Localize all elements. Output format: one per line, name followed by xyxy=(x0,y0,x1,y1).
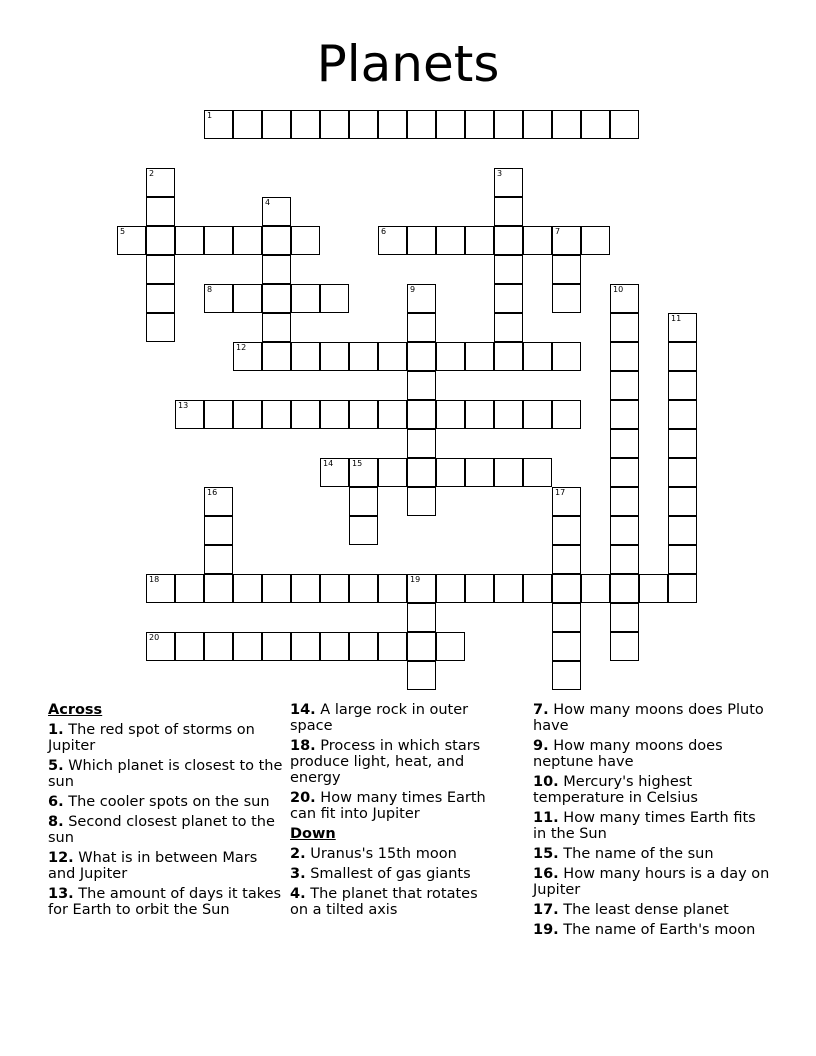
grid-cell[interactable] xyxy=(146,632,175,661)
clue-number: 1 xyxy=(207,111,213,120)
grid-cell[interactable] xyxy=(552,487,581,516)
grid-cell[interactable] xyxy=(349,458,378,487)
grid-cell[interactable] xyxy=(146,255,175,284)
clue-number: 6 xyxy=(381,227,387,236)
clue-down-3: 3. Smallest of gas giants xyxy=(290,866,471,882)
grid-cell[interactable] xyxy=(349,342,378,371)
clue-number: 14 xyxy=(323,459,334,468)
grid-cell[interactable] xyxy=(668,516,697,545)
grid-cell[interactable] xyxy=(262,226,291,255)
grid-cell[interactable] xyxy=(465,226,494,255)
clues-column-1 xyxy=(48,702,284,922)
clue-number: 2 xyxy=(149,169,155,178)
grid-cell[interactable] xyxy=(262,342,291,371)
grid-cell[interactable] xyxy=(610,603,639,632)
grid-cell[interactable] xyxy=(610,313,639,342)
grid-cell[interactable] xyxy=(175,632,204,661)
grid-cell[interactable] xyxy=(407,574,436,603)
grid-cell[interactable] xyxy=(146,284,175,313)
grid-cell[interactable] xyxy=(349,110,378,139)
grid-cell[interactable] xyxy=(378,574,407,603)
grid-cell[interactable] xyxy=(320,458,349,487)
grid-cell[interactable] xyxy=(233,400,262,429)
grid-cell[interactable] xyxy=(146,168,175,197)
clue-number: 7 xyxy=(555,227,561,236)
grid-cell[interactable] xyxy=(262,197,291,226)
grid-cell[interactable] xyxy=(668,342,697,371)
clue-across-18: 18. Process in which stars produce light, heat, and energy xyxy=(290,738,481,786)
grid-cell[interactable] xyxy=(320,400,349,429)
grid-cell[interactable] xyxy=(291,342,320,371)
grid-cell[interactable] xyxy=(378,342,407,371)
grid-cell[interactable] xyxy=(407,661,436,690)
clue-across-6: 6. The cooler spots on the sun xyxy=(48,794,270,810)
grid-cell[interactable] xyxy=(610,110,639,139)
grid-cell[interactable] xyxy=(494,284,523,313)
grid-cell[interactable] xyxy=(494,400,523,429)
grid-cell[interactable] xyxy=(233,110,262,139)
clue-across-20: 20. How many times Earth can fit into Jupiter xyxy=(290,790,486,822)
grid-cell[interactable] xyxy=(436,632,465,661)
grid-cell[interactable] xyxy=(610,429,639,458)
grid-cell[interactable] xyxy=(204,545,233,574)
grid-cell[interactable] xyxy=(581,574,610,603)
grid-cell[interactable] xyxy=(175,226,204,255)
grid-cell[interactable] xyxy=(204,516,233,545)
grid-cell[interactable] xyxy=(233,342,262,371)
grid-cell[interactable] xyxy=(349,574,378,603)
grid-cell[interactable] xyxy=(146,313,175,342)
grid-cell[interactable] xyxy=(146,226,175,255)
clue-number: 4 xyxy=(265,198,271,207)
clue-down-11: 11. How many times Earth fits in the Sun xyxy=(533,810,756,842)
grid-cell[interactable] xyxy=(610,545,639,574)
grid-cell[interactable] xyxy=(436,226,465,255)
grid-cell[interactable] xyxy=(552,661,581,690)
grid-cell[interactable] xyxy=(146,197,175,226)
grid-cell[interactable] xyxy=(175,400,204,429)
grid-cell[interactable] xyxy=(465,110,494,139)
clue-across-5: 5. Which planet is closest to the sun xyxy=(48,758,283,790)
grid-cell[interactable] xyxy=(552,400,581,429)
grid-cell[interactable] xyxy=(494,342,523,371)
grid-cell[interactable] xyxy=(494,226,523,255)
grid-cell[interactable] xyxy=(581,110,610,139)
clue-number: 11 xyxy=(671,314,682,323)
grid-cell[interactable] xyxy=(668,313,697,342)
clue-number: 8 xyxy=(207,285,213,294)
grid-cell[interactable] xyxy=(610,458,639,487)
grid-cell[interactable] xyxy=(668,371,697,400)
grid-cell[interactable] xyxy=(407,110,436,139)
clues-column-2 xyxy=(290,702,495,922)
grid-cell[interactable] xyxy=(668,429,697,458)
grid-cell[interactable] xyxy=(349,400,378,429)
clue-down-15: 15. The name of the sun xyxy=(533,846,714,862)
grid-cell[interactable] xyxy=(552,342,581,371)
clue-down-4: 4. The planet that rotates on a tilted axis xyxy=(290,886,478,918)
grid-cell[interactable] xyxy=(175,574,204,603)
grid-cell[interactable] xyxy=(407,313,436,342)
grid-cell[interactable] xyxy=(639,574,668,603)
grid-cell[interactable] xyxy=(378,400,407,429)
clue-number: 20 xyxy=(149,633,160,642)
grid-cell[interactable] xyxy=(494,168,523,197)
clue-across-14: 14. A large rock in outer space xyxy=(290,702,469,734)
grid-cell[interactable] xyxy=(436,342,465,371)
down-heading: Down xyxy=(290,826,336,842)
grid-cell[interactable] xyxy=(523,110,552,139)
clue-down-2: 2. Uranus's 15th moon xyxy=(290,846,457,862)
grid-cell[interactable] xyxy=(407,487,436,516)
grid-cell[interactable] xyxy=(320,110,349,139)
grid-cell[interactable] xyxy=(291,400,320,429)
grid-cell[interactable] xyxy=(320,574,349,603)
grid-cell[interactable] xyxy=(610,516,639,545)
grid-cell[interactable] xyxy=(465,574,494,603)
grid-cell[interactable] xyxy=(552,226,581,255)
grid-cell[interactable] xyxy=(204,110,233,139)
grid-cell[interactable] xyxy=(407,603,436,632)
grid-cell[interactable] xyxy=(262,400,291,429)
grid-cell[interactable] xyxy=(407,458,436,487)
grid-cell[interactable] xyxy=(117,226,146,255)
grid-cell[interactable] xyxy=(233,226,262,255)
clue-number: 17 xyxy=(555,488,566,497)
grid-cell[interactable] xyxy=(378,458,407,487)
grid-cell[interactable] xyxy=(407,429,436,458)
grid-cell[interactable] xyxy=(523,458,552,487)
grid-cell[interactable] xyxy=(233,574,262,603)
grid-cell[interactable] xyxy=(262,255,291,284)
clue-number: 3 xyxy=(497,169,503,178)
grid-cell[interactable] xyxy=(291,632,320,661)
grid-cell[interactable] xyxy=(262,313,291,342)
clue-across-8: 8. Second closest planet to the sun xyxy=(48,814,275,846)
grid-cell[interactable] xyxy=(349,516,378,545)
grid-cell[interactable] xyxy=(465,400,494,429)
grid-cell[interactable] xyxy=(378,226,407,255)
grid-cell[interactable] xyxy=(668,458,697,487)
grid-cell[interactable] xyxy=(233,284,262,313)
clue-across-12: 12. What is in between Mars and Jupiter xyxy=(48,850,258,882)
grid-cell[interactable] xyxy=(610,284,639,313)
clue-down-7: 7. How many moons does Pluto have xyxy=(533,702,764,734)
puzzle-title: Planets xyxy=(316,35,500,93)
grid-cell[interactable] xyxy=(465,458,494,487)
grid-cell[interactable] xyxy=(668,574,697,603)
grid-cell[interactable] xyxy=(291,226,320,255)
across-heading: Across xyxy=(48,702,103,718)
grid-cell[interactable] xyxy=(610,342,639,371)
clue-number: 18 xyxy=(149,575,160,584)
grid-cell[interactable] xyxy=(465,342,494,371)
clue-down-17: 17. The least dense planet xyxy=(533,902,729,918)
clues-column-3 xyxy=(533,702,773,942)
grid-cell[interactable] xyxy=(523,574,552,603)
grid-cell[interactable] xyxy=(523,342,552,371)
grid-cell[interactable] xyxy=(610,487,639,516)
grid-cell[interactable] xyxy=(436,110,465,139)
clue-across-1: 1. The red spot of storms on Jupiter xyxy=(48,722,255,754)
grid-cell[interactable] xyxy=(581,226,610,255)
grid-cell[interactable] xyxy=(378,110,407,139)
grid-cell[interactable] xyxy=(291,284,320,313)
clue-number: 9 xyxy=(410,285,416,294)
grid-cell[interactable] xyxy=(494,458,523,487)
grid-cell[interactable] xyxy=(523,400,552,429)
clue-down-10: 10. Mercury's highest temperature in Celsius xyxy=(533,774,698,806)
grid-cell[interactable] xyxy=(204,400,233,429)
grid-cell[interactable] xyxy=(262,110,291,139)
grid-cell[interactable] xyxy=(552,255,581,284)
clue-number: 15 xyxy=(352,459,363,468)
clue-across-13: 13. The amount of days it takes for Earth to orbit the Sun xyxy=(48,886,282,918)
grid-cell[interactable] xyxy=(668,487,697,516)
grid-cell[interactable] xyxy=(552,284,581,313)
grid-cell[interactable] xyxy=(436,574,465,603)
grid-cell[interactable] xyxy=(552,632,581,661)
grid-cell[interactable] xyxy=(407,284,436,313)
grid-cell[interactable] xyxy=(262,574,291,603)
clue-number: 12 xyxy=(236,343,247,352)
grid-cell[interactable] xyxy=(494,197,523,226)
grid-cell[interactable] xyxy=(494,313,523,342)
grid-cell[interactable] xyxy=(349,632,378,661)
grid-cell[interactable] xyxy=(407,342,436,371)
grid-cell[interactable] xyxy=(320,632,349,661)
grid-cell[interactable] xyxy=(262,632,291,661)
grid-cell[interactable] xyxy=(204,574,233,603)
grid-cell[interactable] xyxy=(523,226,552,255)
grid-cell[interactable] xyxy=(291,574,320,603)
grid-cell[interactable] xyxy=(204,284,233,313)
grid-cell[interactable] xyxy=(233,632,262,661)
grid-cell[interactable] xyxy=(378,632,407,661)
grid-cell[interactable] xyxy=(552,603,581,632)
grid-cell[interactable] xyxy=(552,110,581,139)
grid-cell[interactable] xyxy=(436,458,465,487)
clue-down-9: 9. How many moons does neptune have xyxy=(533,738,723,770)
clue-number: 10 xyxy=(613,285,624,294)
grid-cell[interactable] xyxy=(610,632,639,661)
grid-cell[interactable] xyxy=(407,371,436,400)
grid-cell[interactable] xyxy=(668,400,697,429)
clue-number: 13 xyxy=(178,401,189,410)
grid-cell[interactable] xyxy=(320,284,349,313)
grid-cell[interactable] xyxy=(320,342,349,371)
clue-down-19: 19. The name of Earth's moon xyxy=(533,922,756,938)
grid-cell[interactable] xyxy=(407,400,436,429)
clue-number: 5 xyxy=(120,227,126,236)
clue-down-16: 16. How many hours is a day on Jupiter xyxy=(533,866,770,898)
grid-cell[interactable] xyxy=(610,400,639,429)
grid-cell[interactable] xyxy=(552,574,581,603)
clue-number: 16 xyxy=(207,488,218,497)
grid-cell[interactable] xyxy=(146,574,175,603)
grid-cell[interactable] xyxy=(610,371,639,400)
grid-cell[interactable] xyxy=(552,545,581,574)
grid-cell[interactable] xyxy=(407,226,436,255)
grid-cell[interactable] xyxy=(291,110,320,139)
grid-cell[interactable] xyxy=(494,255,523,284)
grid-cell[interactable] xyxy=(494,110,523,139)
grid-cell[interactable] xyxy=(204,226,233,255)
grid-cell[interactable] xyxy=(610,574,639,603)
grid-cell[interactable] xyxy=(552,516,581,545)
grid-cell[interactable] xyxy=(668,545,697,574)
clue-number: 19 xyxy=(410,575,421,584)
grid-cell[interactable] xyxy=(262,284,291,313)
grid-cell[interactable] xyxy=(436,400,465,429)
grid-cell[interactable] xyxy=(494,574,523,603)
grid-cell[interactable] xyxy=(204,632,233,661)
grid-cell[interactable] xyxy=(407,632,436,661)
grid-cell[interactable] xyxy=(204,487,233,516)
grid-cell[interactable] xyxy=(349,487,378,516)
